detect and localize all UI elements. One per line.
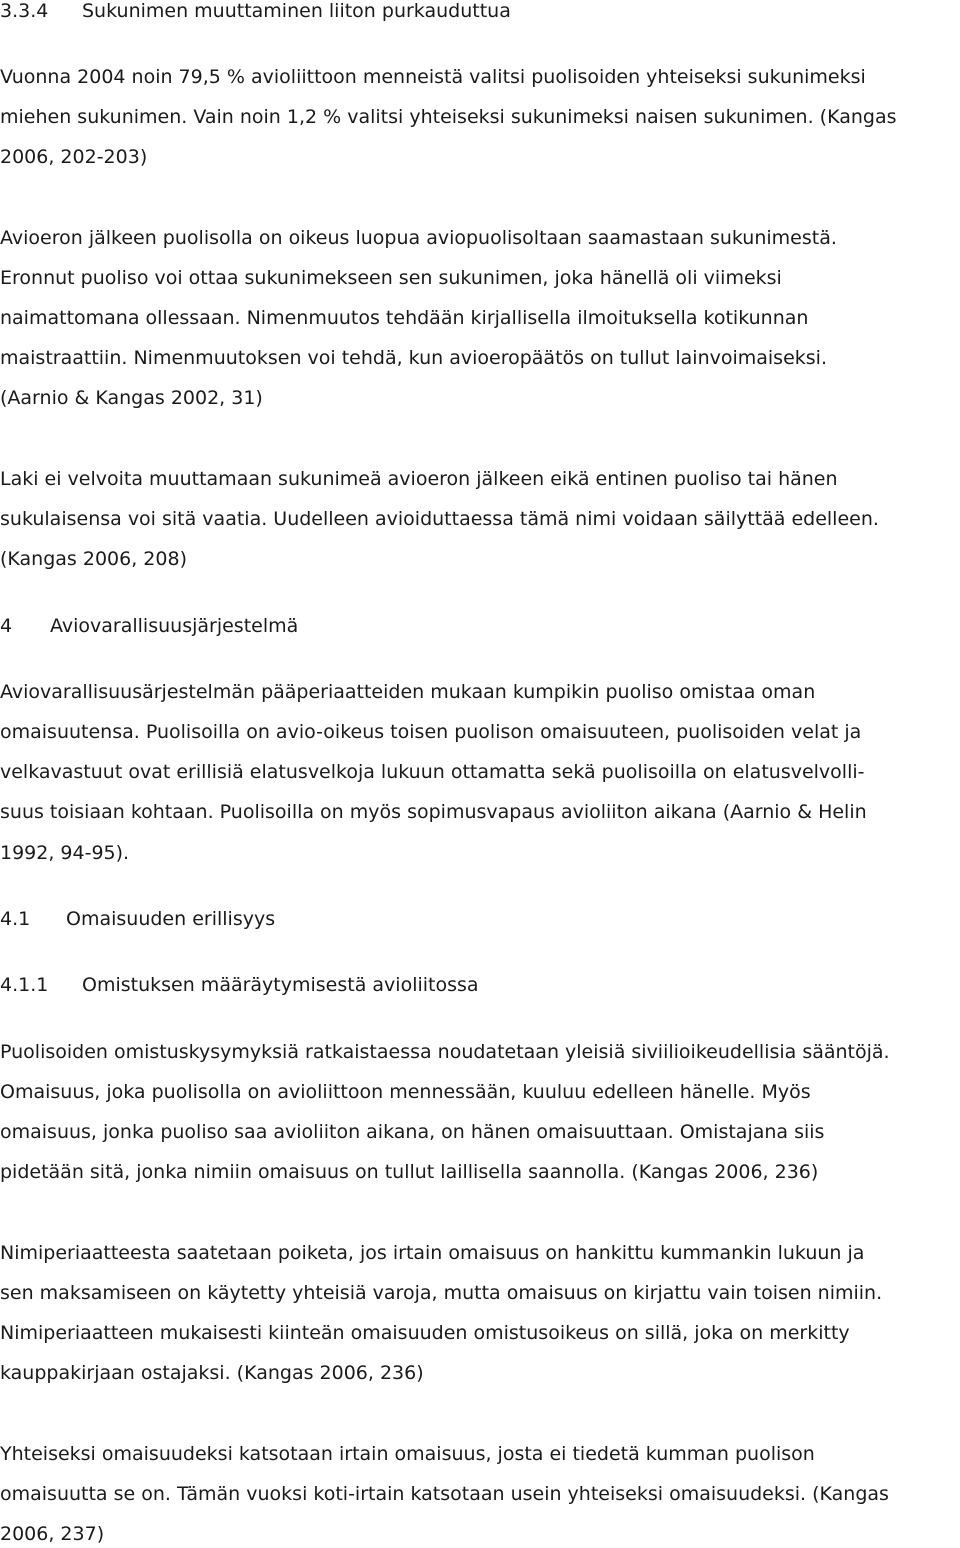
text-line: Vuonna 2004 noin 79,5 % avioliittoon menneistä valitsi puolisoiden yhteiseksi sukunimeksi	[0, 66, 866, 88]
heading-number: 4.1	[0, 908, 31, 930]
heading-number: 3.3.4	[0, 0, 49, 22]
text-line: sukulaisensa voi sitä vaatia. Uudelleen avioiduttaessa tämä nimi voidaan säilyttää edelleen.	[0, 508, 879, 530]
text-line: (Aarnio & Kangas 2002, 31)	[0, 387, 263, 409]
text-line: 2006, 237)	[0, 1523, 105, 1545]
text-line: pidetään sitä, jonka nimiin omaisuus on tullut laillisella saannolla. (Kangas 2006, 236)	[0, 1161, 819, 1183]
text-line: omaisuutensa. Puolisoilla on avio-oikeus toisen puolison omaisuuteen, puolisoiden velat ja	[0, 721, 862, 743]
text-line: sen maksamiseen on käytetty yhteisiä varoja, mutta omaisuus on kirjattu vain toisen nimiin.	[0, 1282, 883, 1304]
heading-title: Omaisuuden erillisyys	[66, 908, 276, 930]
section-heading-4-1-1	[0, 972, 479, 998]
text-line: maistraattiin. Nimenmuutoksen voi tehdä, kun avioeropäätös on tullut lainvoimaiseksi.	[0, 347, 827, 369]
text-line: suus toisiaan kohtaan. Puolisoilla on myös sopimusvapaus avioliiton aikana (Aarnio & Helin	[0, 801, 867, 823]
text-line: 1992, 94-95).	[0, 842, 130, 864]
text-line: Puolisoiden omistuskysymyksiä ratkaistaessa noudatetaan yleisiä siviilioikeudellisia sääntöjä.	[0, 1041, 890, 1063]
text-line: Eronnut puoliso voi ottaa sukunimekseen sen sukunimen, joka hänellä oli viimeksi	[0, 267, 782, 289]
heading-title: Sukunimen muuttaminen liiton purkauduttua	[82, 0, 511, 22]
text-line: (Kangas 2006, 208)	[0, 548, 187, 570]
text-line: 2006, 202-203)	[0, 146, 148, 168]
heading-title: Aviovarallisuusjärjestelmä	[50, 615, 299, 637]
text-line: omaisuutta se on. Tämän vuoksi koti-irtain katsotaan usein yhteiseksi omaisuudeksi. (Kangas	[0, 1483, 889, 1505]
section-heading-4	[0, 613, 298, 639]
heading-number: 4	[0, 615, 13, 637]
text-line: omaisuus, jonka puoliso saa avioliiton aikana, on hänen omaisuuttaan. Omistajana siis	[0, 1121, 825, 1143]
text-line: Nimiperiaatteen mukaisesti kiinteän omaisuuden omistusoikeus on sillä, joka on merkitty	[0, 1322, 850, 1344]
text-line: naimattomana ollessaan. Nimenmuutos tehdään kirjallisella ilmoituksella kotikunnan	[0, 307, 809, 329]
section-heading-4-1	[0, 906, 275, 932]
text-line: Nimiperiaatteesta saatetaan poiketa, jos irtain omaisuus on hankittu kummankin lukuun ja	[0, 1242, 865, 1264]
heading-number: 4.1.1	[0, 974, 49, 996]
text-line: Omaisuus, joka puolisolla on avioliittoon mennessään, kuuluu edelleen hänelle. Myös	[0, 1081, 811, 1103]
text-line: Avioeron jälkeen puolisolla on oikeus luopua aviopuolisoltaan saamastaan sukunimestä.	[0, 227, 837, 249]
text-line: Yhteiseksi omaisuudeksi katsotaan irtain omaisuus, josta ei tiedetä kumman puolison	[0, 1443, 815, 1465]
text-line: Aviovarallisuusärjestelmän pääperiaatteiden mukaan kumpikin puoliso omistaa oman	[0, 681, 816, 703]
text-line: kauppakirjaan ostajaksi. (Kangas 2006, 236)	[0, 1362, 424, 1384]
text-line: velkavastuut ovat erillisiä elatusvelkoja lukuun ottamatta sekä puolisoilla on elatusvelvolli-	[0, 761, 865, 783]
text-line: Laki ei velvoita muuttamaan sukunimeä avioeron jälkeen eikä entinen puoliso tai hänen	[0, 468, 838, 490]
heading-title: Omistuksen määräytymisestä avioliitossa	[82, 974, 479, 996]
text-line: miehen sukunimen. Vain noin 1,2 % valitsi yhteiseksi sukunimeksi naisen sukunimen. (Kangas	[0, 106, 897, 128]
section-heading-3-3-4	[0, 0, 511, 24]
